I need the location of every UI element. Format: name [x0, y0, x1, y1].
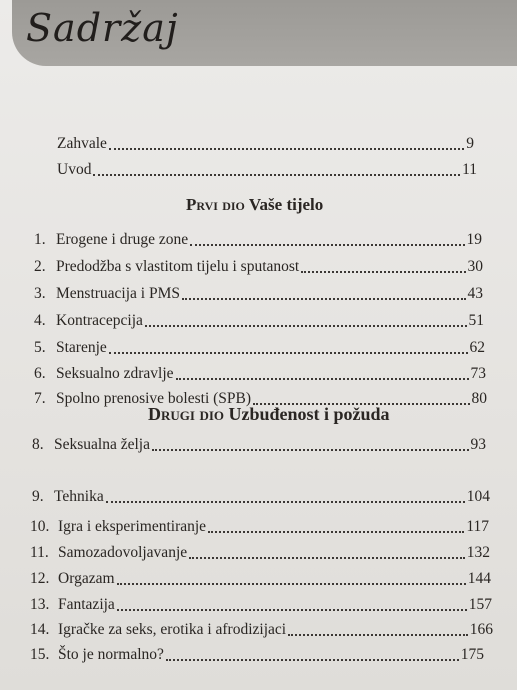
toc-entry-page: 104	[466, 487, 490, 505]
chapter-number: 14.	[30, 620, 50, 638]
toc-entry-chapter-7	[34, 384, 487, 406]
toc-entry-label: Igračke za seks, erotika i afrodizijaci	[58, 620, 287, 638]
dot-leader	[190, 230, 464, 246]
chapter-number: 2.	[34, 257, 46, 275]
dot-leader	[208, 517, 464, 533]
chapter-number: 13.	[30, 595, 50, 613]
toc-entry-page: 93	[470, 435, 486, 453]
toc-entry-page: 144	[467, 569, 491, 587]
part-prefix: Drugi dio	[148, 404, 225, 424]
chapter-number: 12.	[30, 569, 50, 587]
toc-entry-page: 9	[466, 134, 474, 152]
toc-entry-uvod	[57, 155, 477, 177]
toc-entry-chapter-11	[30, 538, 490, 560]
toc-entry-label: Fantazija	[58, 595, 115, 613]
toc-entry-page: 73	[470, 364, 486, 382]
toc-entry-label: Orgazam	[58, 569, 115, 587]
toc-entry-label: Seksualno zdravlje	[56, 364, 174, 382]
toc-entry-page: 117	[466, 517, 489, 535]
toc-entry-page: 62	[469, 338, 485, 356]
toc-entry-chapter-14	[30, 615, 493, 637]
toc-entry-label: Kontracepcija	[56, 311, 143, 329]
toc-entry-chapter-8	[32, 430, 486, 452]
page-title: Sadržaj	[26, 6, 179, 50]
toc-entry-chapter-12	[30, 564, 491, 586]
toc-entry-label: Samozadovoljavanje	[58, 543, 188, 561]
toc-entry-label: Tehnika	[54, 487, 104, 505]
dot-leader	[253, 389, 469, 405]
chapter-number: 9.	[32, 487, 44, 505]
chapter-number: 10.	[30, 517, 50, 535]
part-heading-2	[148, 404, 390, 425]
part-title: Vaše tijelo	[248, 195, 324, 214]
dot-leader	[93, 160, 460, 176]
part-prefix: Prvi dio	[186, 195, 245, 214]
toc-entry-label: Starenje	[56, 338, 107, 356]
dot-leader	[117, 595, 467, 611]
toc-entry-page: 51	[468, 311, 484, 329]
dot-leader	[106, 487, 465, 503]
toc-entry-page: 11	[462, 160, 477, 178]
toc-entry-chapter-4	[34, 306, 484, 328]
toc-entry-page: 175	[460, 645, 484, 663]
chapter-number: 1.	[34, 230, 46, 248]
toc-entry-label: Što je normalno?	[58, 645, 164, 663]
toc-entry-label: Seksualna želja	[54, 435, 150, 453]
toc-entry-page: 30	[467, 257, 483, 275]
toc-entry-page: 157	[468, 595, 492, 613]
part-title: Uzbuđenost i požuda	[228, 404, 390, 424]
chapter-number: 8.	[32, 435, 44, 453]
dot-leader	[145, 311, 467, 327]
toc-entry-chapter-3	[34, 279, 483, 301]
dot-leader	[109, 338, 468, 354]
toc-entry-label: Predodžba s vlastitom tijelu i sputanost	[56, 257, 300, 275]
chapter-number: 4.	[34, 311, 46, 329]
toc-entry-label: Menstruacija i PMS	[56, 284, 180, 302]
dot-leader	[166, 645, 459, 661]
toc-entry-page: 43	[467, 284, 483, 302]
toc-entry-zahvale	[57, 129, 474, 151]
toc-entry-chapter-13	[30, 590, 492, 612]
dot-leader	[152, 435, 469, 451]
dot-leader	[182, 284, 466, 300]
dot-leader	[176, 364, 469, 380]
toc-entry-page: 132	[466, 543, 490, 561]
toc-entry-chapter-2	[34, 252, 483, 274]
chapter-number: 3.	[34, 284, 46, 302]
chapter-number: 11.	[30, 543, 49, 561]
toc-entry-chapter-6	[34, 359, 486, 381]
toc-entry-label: Uvod	[57, 160, 92, 178]
chapter-number: 15.	[30, 645, 50, 663]
toc-entry-chapter-5	[34, 333, 485, 355]
dot-leader	[301, 257, 465, 273]
toc-entry-chapter-1	[34, 225, 482, 247]
toc-entry-label: Spolno prenosive bolesti (SPB)	[56, 389, 252, 407]
chapter-number: 6.	[34, 364, 46, 382]
dot-leader	[288, 620, 468, 636]
toc-entry-label: Igra i eksperimentiranje	[58, 517, 207, 535]
dot-leader	[189, 543, 465, 559]
toc-entry-page: 19	[466, 230, 482, 248]
chapter-number: 7.	[34, 389, 46, 407]
toc-entry-chapter-9	[32, 482, 490, 504]
dot-leader	[109, 134, 464, 150]
chapter-number: 5.	[34, 338, 46, 356]
part-heading-1	[186, 195, 323, 215]
toc-entry-page: 166	[469, 620, 493, 638]
toc-entry-chapter-10	[30, 512, 489, 534]
toc-entry-chapter-15	[30, 640, 484, 662]
toc-entry-label: Erogene i druge zone	[56, 230, 189, 248]
toc-entry-page: 80	[471, 389, 487, 407]
dot-leader	[117, 569, 466, 585]
toc-entry-label: Zahvale	[57, 134, 107, 152]
